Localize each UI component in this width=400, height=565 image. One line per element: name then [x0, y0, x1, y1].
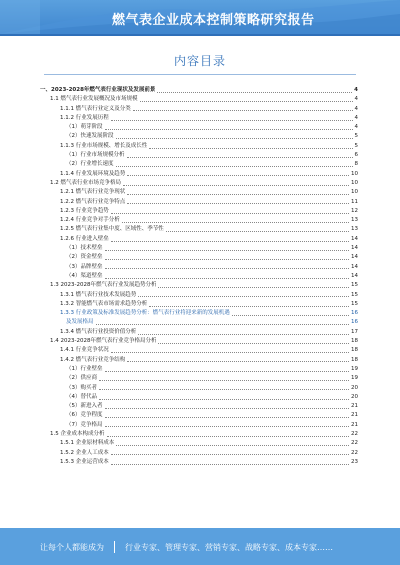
toc-entry[interactable] — [40, 207, 358, 216]
toc-entry[interactable] — [40, 95, 358, 104]
toc-dot-leader — [105, 278, 350, 279]
toc-dot-leader — [133, 110, 353, 111]
toc-entry[interactable] — [40, 374, 358, 383]
toc-entry-title: 1.5 企业成本构成分析 — [50, 430, 105, 437]
toc-dot-leader — [105, 408, 350, 409]
toc-entry-title: （1）萌芽阶段 — [66, 124, 103, 131]
toc-dot-leader — [127, 203, 349, 204]
toc-entry[interactable] — [40, 281, 358, 290]
toc-dot-leader — [166, 231, 349, 232]
toc-entry-page: 15 — [351, 282, 358, 289]
toc-entry-page: 11 — [351, 198, 358, 205]
toc-entry[interactable] — [40, 318, 358, 327]
toc-heading: 内容目录 — [173, 54, 226, 68]
toc-entry[interactable] — [40, 86, 358, 95]
toc-dot-leader — [96, 324, 349, 325]
toc-entry-page: 4 — [354, 124, 358, 131]
toc-dot-leader — [127, 157, 353, 158]
toc-entry[interactable] — [40, 337, 358, 346]
toc-entry-title: 1.1.3 行业市场规模、增长及成长性 — [60, 142, 148, 149]
toc-entry-page: 5 — [354, 142, 358, 149]
toc-dot-leader — [111, 464, 349, 465]
toc-entry[interactable] — [40, 365, 358, 374]
toc-dot-leader — [127, 361, 349, 362]
toc-entry[interactable] — [40, 160, 358, 169]
toc-entry-page: 14 — [351, 235, 358, 242]
toc-entry[interactable] — [40, 421, 358, 430]
toc-entry-page: 19 — [351, 365, 358, 372]
toc-entry-title: 1.2.4 行业竞争对手分析 — [60, 217, 120, 224]
toc-dot-leader — [157, 92, 352, 93]
toc-entry-page: 15 — [351, 300, 358, 307]
toc-entry[interactable] — [40, 402, 358, 411]
toc-entry-title: 1.4.2 燃气表行业竞争结构 — [60, 356, 126, 363]
toc-dot-leader — [105, 250, 350, 251]
toc-entry[interactable] — [40, 346, 358, 355]
toc-dot-leader — [116, 138, 353, 139]
toc-entry-title: 1.3 2023-2028年燃气表行业发展趋势分析 — [50, 282, 157, 289]
toc-entry-title: 1.3.2 智能燃气表市场需求趋势分析 — [60, 300, 148, 307]
toc-entry-title: （1）行业市场规模分析 — [66, 152, 125, 159]
toc-dot-leader — [122, 222, 349, 223]
toc-entry[interactable] — [40, 179, 358, 188]
toc-entry[interactable] — [40, 393, 358, 402]
toc-entry[interactable] — [40, 356, 358, 365]
toc-entry-title: （2）快速发展阶段 — [66, 133, 114, 140]
toc-entry-page: 4 — [354, 87, 358, 93]
toc-dot-leader — [138, 334, 349, 335]
toc-entry-title: （3）品牌壁垒 — [66, 263, 103, 270]
toc-dot-leader — [99, 399, 349, 400]
toc-entry[interactable] — [40, 225, 358, 234]
toc-entry-page: 4 — [354, 96, 358, 103]
toc-dot-leader — [140, 101, 353, 102]
toc-entry-title: 1.5.2 企业人工成本 — [60, 449, 109, 456]
toc-dot-leader — [232, 315, 349, 316]
toc-entry[interactable] — [40, 151, 358, 160]
toc-entry-title: 1.2.5 燃气表行业集中度、区域性、季节性 — [60, 226, 164, 233]
toc-entry[interactable] — [40, 142, 358, 151]
toc-entry[interactable] — [40, 430, 358, 439]
toc-entry-title: 1.2.1 燃气表行业竞争现状 — [60, 189, 126, 196]
toc-entry[interactable] — [40, 198, 358, 207]
toc-entry[interactable] — [40, 411, 358, 420]
toc-entry[interactable] — [40, 114, 358, 123]
toc-dot-leader — [105, 426, 350, 427]
toc-entry[interactable] — [40, 384, 358, 393]
toc-entry-page: 10 — [351, 189, 358, 196]
toc-entry-page: 16 — [351, 319, 358, 326]
footer-slogan-left: 让每个人都能成为 — [40, 542, 104, 552]
toc-dot-leader — [105, 371, 350, 372]
toc-entry-page: 13 — [351, 217, 358, 224]
toc-entry[interactable] — [40, 244, 358, 253]
toc-entry-page: 21 — [351, 403, 358, 410]
toc-entry[interactable] — [40, 309, 358, 318]
toc-dot-leader — [149, 306, 349, 307]
toc-dot-leader — [116, 166, 353, 167]
toc-entry[interactable] — [40, 132, 358, 141]
toc-entry[interactable] — [40, 105, 358, 114]
toc-entry-page: 14 — [351, 272, 358, 279]
report-title: 燃气表企业成本控制策略研究报告 — [112, 13, 315, 28]
toc-entry-title: 1.2 燃气表行业市场竞争格局 — [50, 179, 121, 186]
toc-entry-page: 20 — [351, 384, 358, 391]
toc-entry[interactable] — [40, 328, 358, 337]
toc-entry-title: （6）竞争程度 — [66, 412, 103, 419]
toc-entry[interactable] — [40, 188, 358, 197]
toc-entry[interactable] — [40, 170, 358, 179]
toc-entry-title: 1.1.2 行业发展历程 — [60, 114, 109, 121]
toc-entry-title: 1.1.1 燃气表行业定义及分类 — [60, 105, 131, 112]
toc-dot-leader — [138, 296, 349, 297]
toc-entry-title: 1.2.2 燃气表行业竞争特点 — [60, 198, 126, 205]
toc-entry-page: 18 — [351, 347, 358, 354]
toc-entry-page: 14 — [351, 263, 358, 270]
toc-dot-leader — [111, 120, 353, 121]
toc-entry[interactable] — [40, 458, 358, 467]
toc-entry-page: 17 — [351, 328, 358, 335]
toc-dot-leader — [111, 454, 349, 455]
toc-entry-page: 18 — [351, 338, 358, 345]
toc-dot-leader — [158, 343, 349, 344]
toc-entry-page: 18 — [351, 356, 358, 363]
toc-entry[interactable] — [40, 235, 358, 244]
toc-entry[interactable] — [40, 263, 358, 272]
toc-entry-page: 4 — [354, 105, 358, 112]
toc-entry-page: 8 — [354, 161, 358, 168]
toc-entry-page: 5 — [354, 133, 358, 140]
table-of-contents — [40, 86, 358, 467]
toc-entry-page: 21 — [351, 421, 358, 428]
toc-dot-leader — [111, 352, 349, 353]
toc-entry-title: （1）技术壁垒 — [66, 245, 103, 252]
toc-entry[interactable] — [40, 449, 358, 458]
toc-entry-page: 16 — [351, 310, 358, 317]
toc-entry-page: 14 — [351, 245, 358, 252]
toc-entry[interactable] — [40, 123, 358, 132]
toc-entry-page: 10 — [351, 179, 358, 186]
toc-entry-title: （2）行业增长速度 — [66, 161, 114, 168]
toc-dot-leader — [107, 436, 350, 437]
toc-dot-leader — [99, 389, 349, 390]
toc-entry-page: 19 — [351, 375, 358, 382]
toc-heading-rule — [44, 74, 356, 75]
toc-dot-leader — [111, 241, 349, 242]
toc-entry[interactable] — [40, 216, 358, 225]
toc-entry-title: 1.5.3 企业运营成本 — [60, 458, 109, 465]
toc-dot-leader — [99, 380, 349, 381]
toc-dot-leader — [116, 445, 349, 446]
footer-divider — [114, 541, 115, 553]
toc-entry-title: （5）新进入者 — [66, 403, 103, 410]
footer-banner — [0, 528, 400, 565]
toc-entry-title: 1.4 2023-2028年燃气表行业竞争格局分析 — [50, 338, 157, 345]
toc-dot-leader — [105, 417, 350, 418]
toc-dot-leader — [149, 148, 352, 149]
toc-entry-page: 10 — [351, 170, 358, 177]
toc-entry-page: 4 — [354, 114, 358, 121]
toc-entry-page: 22 — [351, 440, 358, 447]
toc-entry-title: （7）竞争格局 — [66, 421, 103, 428]
toc-entry-title: 1.4.1 行业竞争状况 — [60, 347, 109, 354]
toc-entry[interactable] — [40, 253, 358, 262]
toc-dot-leader — [111, 213, 349, 214]
toc-entry-title: （2）资金壁垒 — [66, 254, 103, 261]
header-divider — [0, 34, 400, 36]
header-banner — [0, 0, 400, 34]
toc-entry-page: 15 — [351, 291, 358, 298]
toc-entry-title: 1.5.1 企业原材料成本 — [60, 440, 115, 447]
toc-entry-title: 1.1.4 行业发展环境及趋势 — [60, 170, 126, 177]
toc-entry-title: （3）购买者 — [66, 384, 97, 391]
toc-entry[interactable] — [40, 272, 358, 281]
toc-entry-page: 13 — [351, 226, 358, 233]
toc-entry-title: 一、2023-2028年燃气表行业现状及发展前景 — [40, 87, 156, 93]
toc-entry-page: 22 — [351, 430, 358, 437]
toc-dot-leader — [123, 185, 349, 186]
toc-dot-leader — [127, 194, 349, 195]
toc-entry[interactable] — [40, 439, 358, 448]
toc-entry-title: 1.3.1 燃气表行业技术发展趋势 — [60, 291, 137, 298]
toc-entry-title: 1.2.6 行业进入壁垒 — [60, 235, 109, 242]
toc-entry-title: 1.3.3 行业政策及标准发展趋势分析：燃气表行业将迎来新的发展机遇 — [60, 310, 230, 317]
footer-slogan-right: 行业专家、管理专家、营销专家、战略专家、成本专家…… — [125, 542, 333, 552]
toc-entry-page: 22 — [351, 449, 358, 456]
toc-dot-leader — [127, 175, 349, 176]
toc-entry-page: 23 — [351, 458, 358, 465]
toc-entry-page: 21 — [351, 412, 358, 419]
toc-entry[interactable] — [40, 300, 358, 309]
toc-dot-leader — [105, 129, 353, 130]
toc-dot-leader — [105, 259, 350, 260]
toc-entry-title: （2）供应商 — [66, 375, 97, 382]
toc-dot-leader — [158, 287, 349, 288]
toc-entry-title: 1.2.3 行业竞争趋势 — [60, 207, 109, 214]
toc-entry-title: （4）替代品 — [66, 393, 97, 400]
toc-entry-title: 1.3.4 燃气表行业投资价值分析 — [60, 328, 137, 335]
toc-entry-title: （1）行业壁垒 — [66, 365, 103, 372]
toc-entry-title: （4）渠道壁垒 — [66, 272, 103, 279]
toc-entry[interactable] — [40, 291, 358, 300]
toc-entry-page: 6 — [354, 152, 358, 159]
toc-entry-page: 14 — [351, 254, 358, 261]
toc-entry-page: 20 — [351, 393, 358, 400]
toc-entry-page: 12 — [351, 207, 358, 214]
toc-entry-title: 1.1 燃气表行业发展概况及市场规模 — [50, 96, 138, 103]
toc-dot-leader — [105, 268, 350, 269]
toc-entry-title: 及发展格局 — [66, 319, 94, 326]
